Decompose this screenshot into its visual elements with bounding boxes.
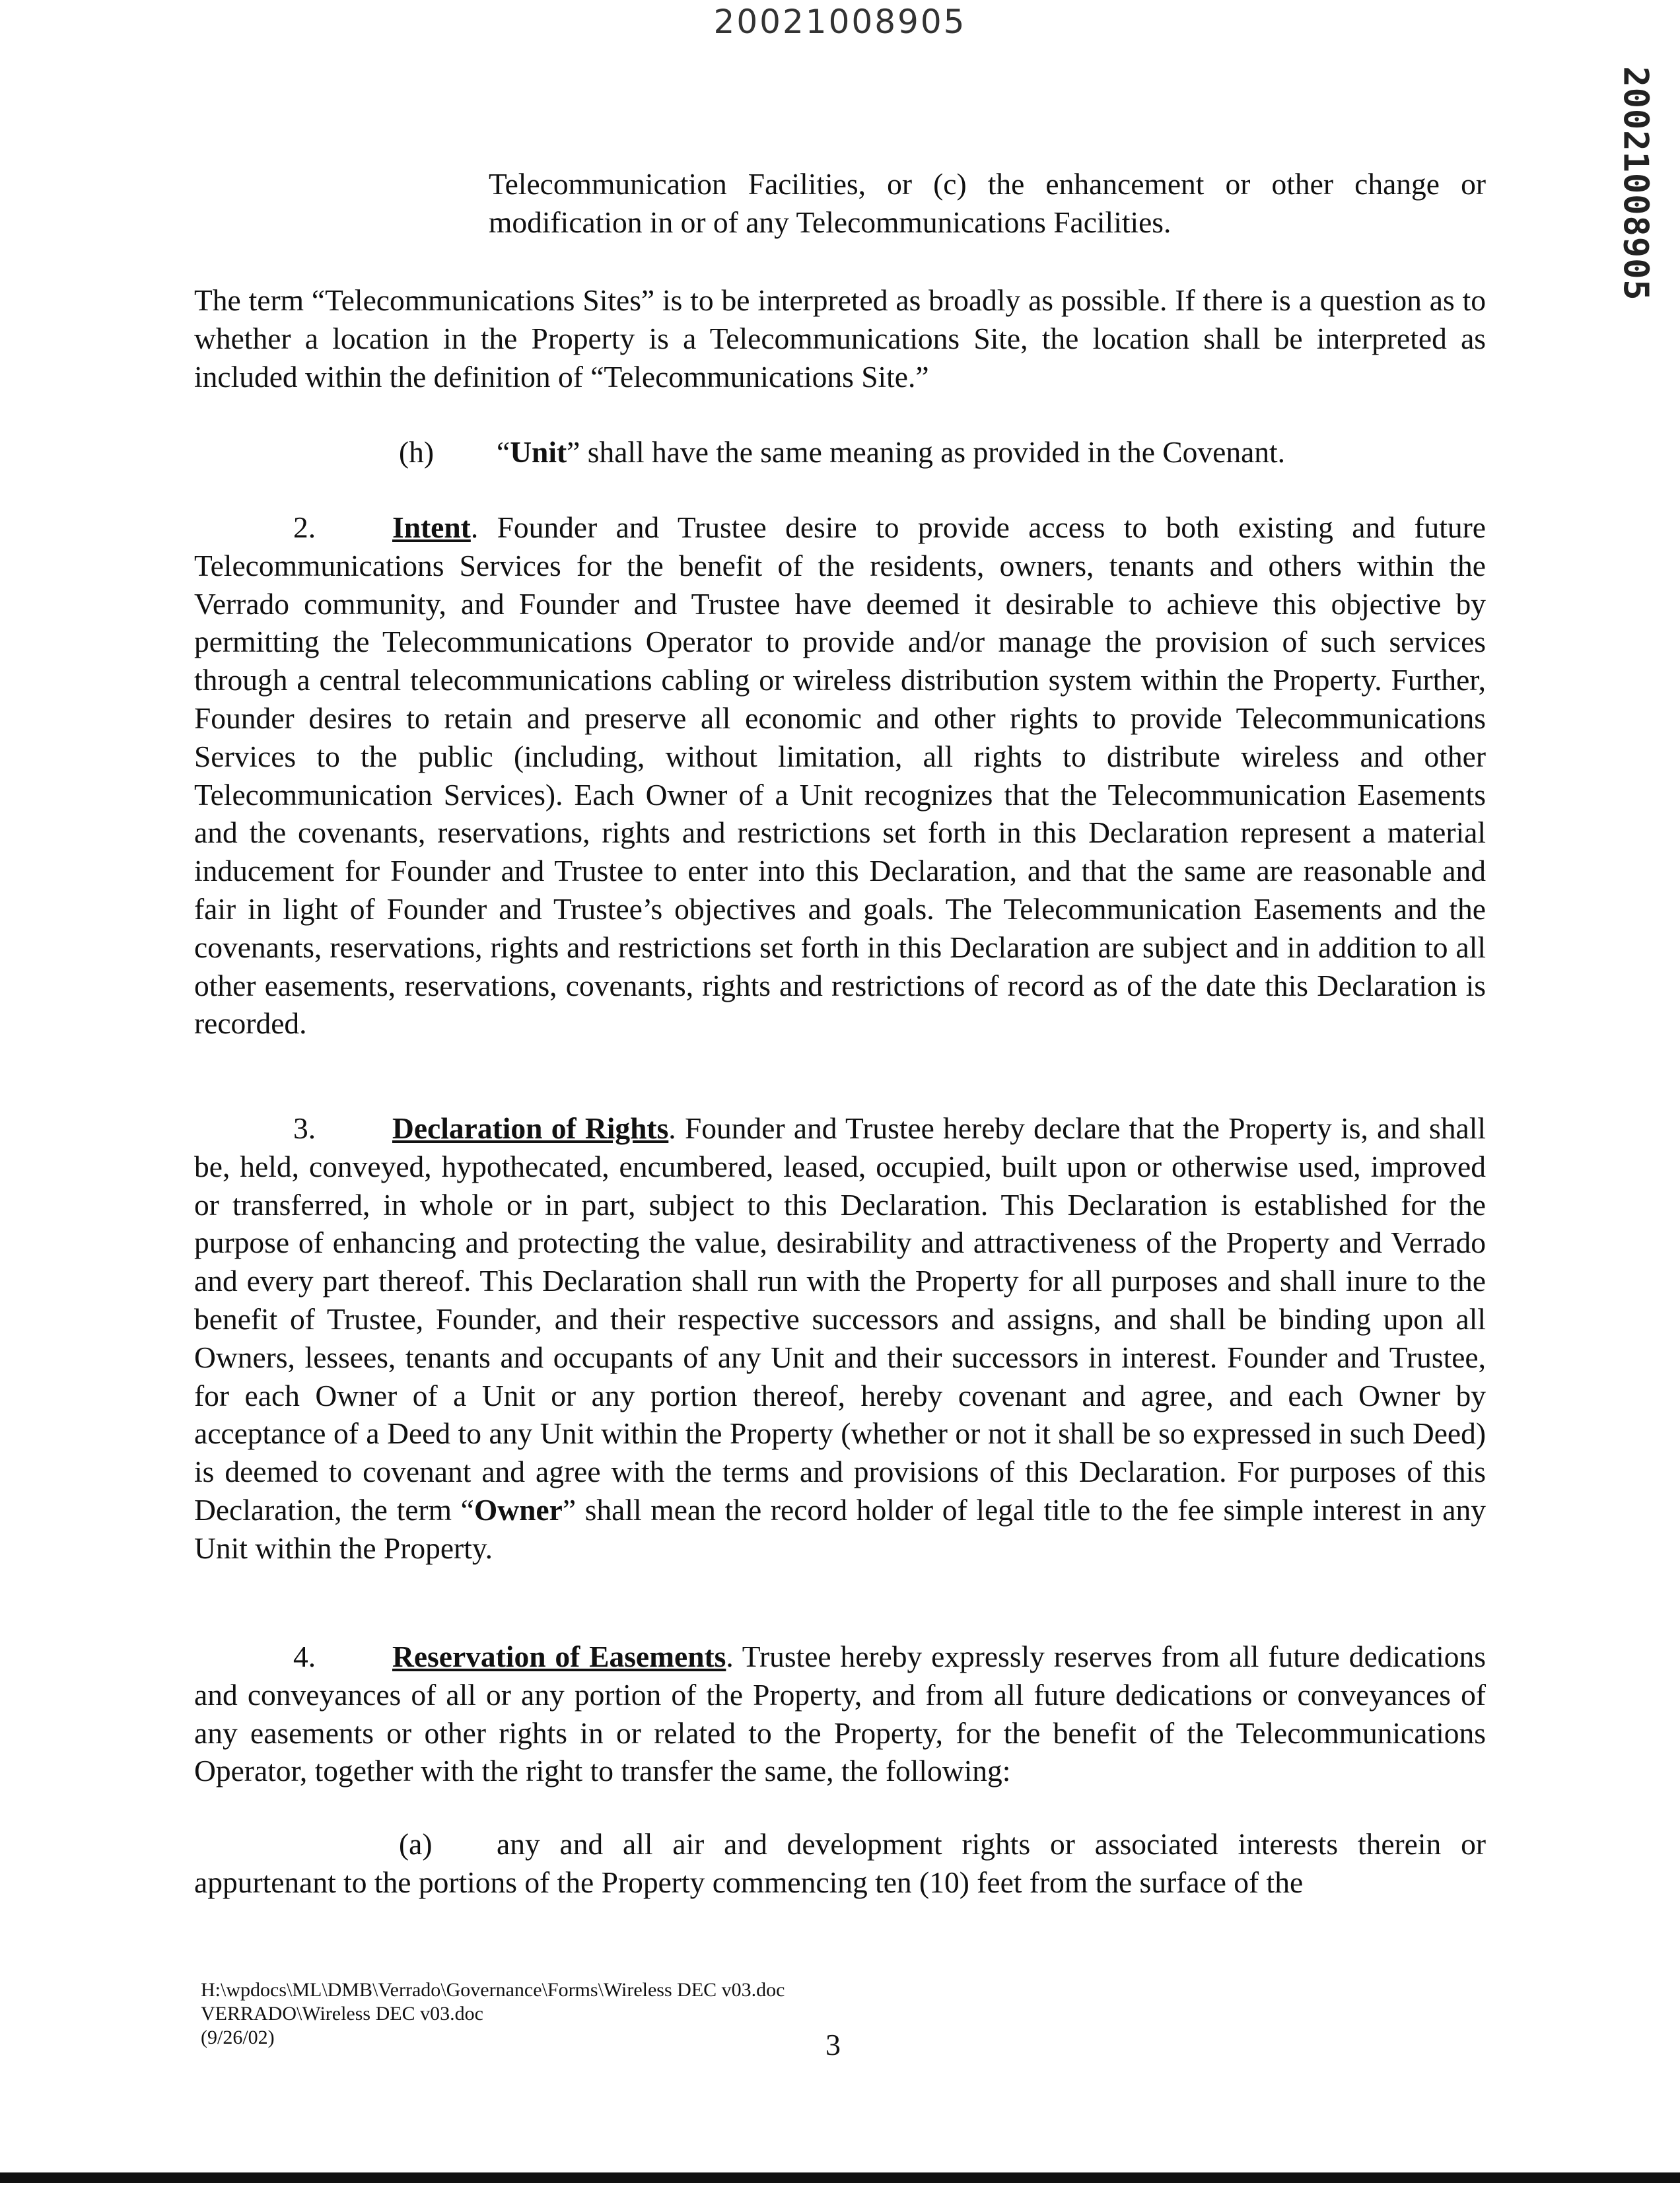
subsection-a: [194, 1825, 1486, 1902]
section-2-intent: [194, 508, 1486, 1043]
section-4-number: 4.: [293, 1640, 316, 1673]
section-3-text-a: . Founder and Trustee hereby declare that the Property is, and shall be, held, conveyed, hypothecated, encumbered, leased, occupied, built upon or otherwise used, improved or transferred, in whole or in part, subject to this Declaration. This Declaration is established for the purpose of enhancing and protecting the value, desirability and attractiveness of the Property and Verrado and every part thereof. This Declaration shall run with the Property for all purposes and shall inure to the benefit of Trustee, Founder, and their respective successors and assigns, and shall be binding upon all Owners, lessees, tenants and occupants of any Unit and their successors in interest. Founder and Trustee, for each Owner of a Unit or any portion thereof, hereby covenant and agree, and each Owner by acceptance of a Deed to any Unit within the Property (whether or not it shall be so expressed in such Deed) is deemed to covenant and agree with the terms and provisions of this Declaration. For purposes of this Declaration, the term “: [194, 1111, 1486, 1527]
paragraph-continuation: Telecommunication Facilities, or (c) the enhancement or other change or modification in or of any Telecommunications Facilities.: [489, 167, 1486, 239]
section-4-reservation-of-easements: [194, 1638, 1486, 1790]
section-3-number: 3.: [293, 1111, 316, 1145]
section-2-text: . Founder and Trustee desire to provide access to both existing and future Telecommunications Services for the benefit of the residents, owners, tenants and others within the Verrado community, and Founder and Trustee have deemed it desirable to achieve this objective by permitting the Telecommunications Operator to provide and/or manage the provision of such services through a central telecommunications cabling or wireless distribution system within the Property. Further, Founder desires to retain and preserve all economic and other rights to provide Telecommunications Services to the public (including, without limitation, all rights to distribute wireless and other Telecommunication Services). Each Owner of a Unit recognizes that the Telecommunication Easements and the covenants, reservations, rights and restrictions set forth in this Declaration represent a material inducement for Founder and Trustee to enter into this Declaration, and that the same are reasonable and fair in light of Founder and Trustee’s objectives and goals. The Telecommunication Easements and the covenants, reservations, rights and restrictions set forth in this Declaration are subject and in addition to all other easements, reservations, covenants, rights and restrictions of record as of the date this Declaration is recorded.: [194, 510, 1486, 1041]
definition-h-quote: “: [497, 435, 510, 469]
definition-h-text: ” shall have the same meaning as provided in the Covenant.: [567, 435, 1286, 469]
footer-file-info: [201, 1978, 785, 2050]
footer-date: (9/26/02): [201, 2027, 275, 2048]
document-number: 20021008905: [713, 3, 967, 41]
definition-h: [194, 433, 1486, 471]
section-3-term: Owner: [473, 1492, 563, 1527]
section-3-text-b: ” shall mean the record holder of legal title to the fee simple interest in any Unit within the Property.: [194, 1492, 1486, 1565]
subsection-a-number: (a): [399, 1827, 433, 1861]
definition-h-term: Unit: [510, 435, 567, 469]
section-3-declaration-of-rights: [194, 1109, 1486, 1568]
section-4-text: . Trustee hereby expressly reserves from all future dedications and conveyances of all or any portion of the Property, and from all future dedications or conveyances of any easements or other rights in or related to the Property, for the benefit of the Telecommunications Operator, together with the right to transfer the same, the following:: [194, 1640, 1486, 1788]
section-2-heading: Intent: [392, 510, 471, 544]
subsection-a-text: any and all air and development rights or associated interests therein or appurtenant to the portions of the Property commencing ten (10) feet from the surface of the: [194, 1827, 1486, 1899]
section-3-heading: Declaration of Rights: [392, 1111, 669, 1145]
side-stamp-text: 20021008905: [1616, 66, 1656, 301]
side-stamp: [1613, 66, 1659, 301]
section-2-number: 2.: [293, 510, 316, 544]
footer-path-1: H:\wpdocs\ML\DMB\Verrado\Governance\Forms\Wireless DEC v03.doc: [201, 1979, 785, 2001]
paragraph-telecom-sites: The term “Telecommunications Sites” is to be interpreted as broadly as possible. If there is a question as to whether a location in the Property is a Telecommunications Site, the location shall be interpreted as included within the definition of “Telecommunications Site.”: [194, 283, 1486, 394]
definition-h-number: (h): [399, 435, 435, 469]
section-4-heading: Reservation of Easements: [392, 1640, 726, 1673]
bottom-rule: [0, 2172, 1680, 2183]
footer-path-2: VERRADO\Wireless DEC v03.doc: [201, 2003, 483, 2025]
page-number: 3: [825, 2028, 841, 2062]
